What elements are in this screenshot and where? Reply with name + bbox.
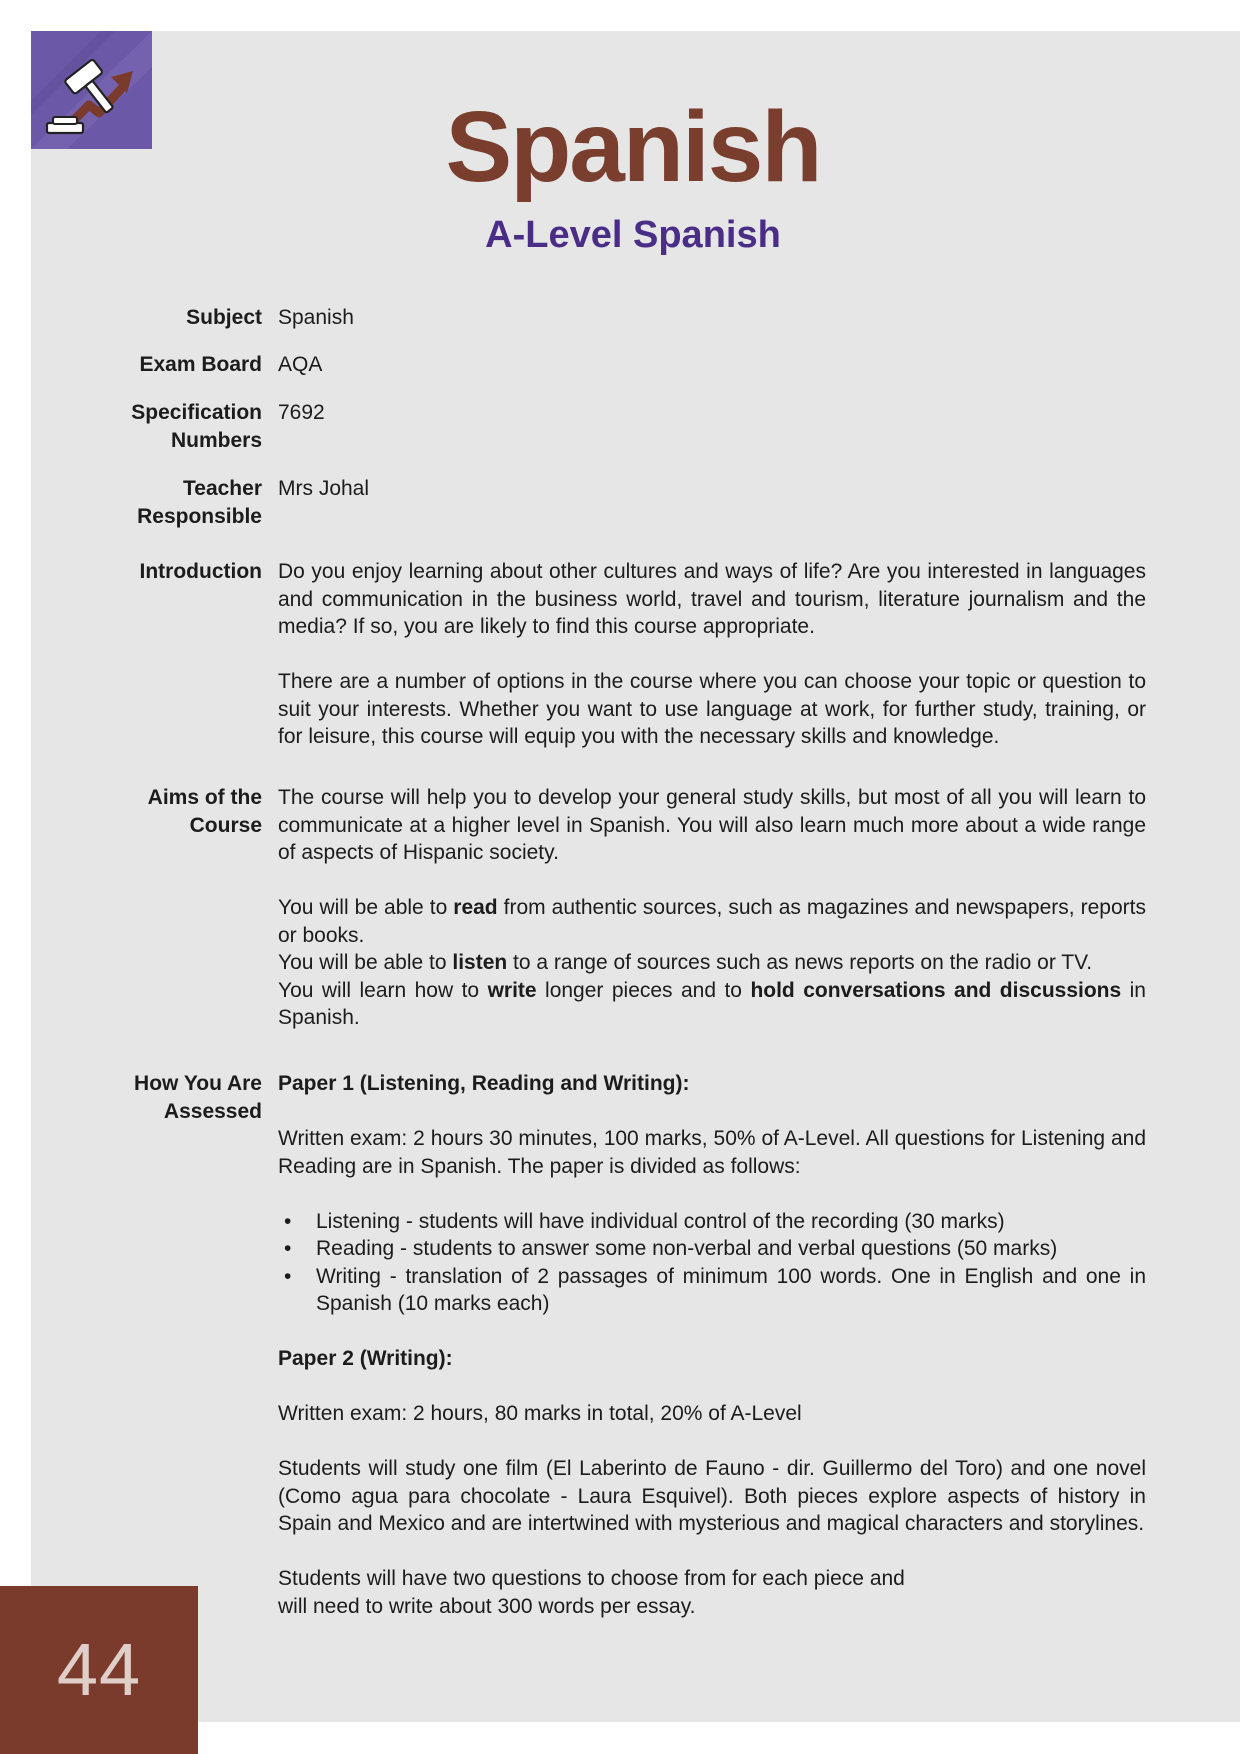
section-label: How You Are Assessed [134,1072,262,1123]
course-details [112,304,1146,1620]
detail-value: Mrs Johal [278,477,370,500]
section-body [278,558,1146,751]
page-subtitle: A-Level Spanish [485,214,781,256]
emphasis: read [453,896,498,919]
detail-label: Subject [186,306,262,329]
section-body [278,1070,1146,1620]
closing-line: Students will have two questions to choose from for each piece and [278,1567,905,1590]
page-title: Spanish [445,91,821,203]
page-number: 44 [56,1628,142,1711]
paper1-breakdown-list [278,1208,1146,1318]
section-introduction [112,558,1146,751]
skill-line [278,894,1146,949]
detail-value: AQA [278,353,323,376]
text: in Spanish. [278,978,1146,1029]
text: to a range of sources such as news reports on the radio or TV. [507,951,1093,974]
text: You will learn how to [278,978,488,1002]
paper2-description: Written exam: 2 hours, 80 marks in total, 20% of A-Level [278,1402,802,1425]
detail-value: 7692 [278,401,325,424]
paragraph: Do you enjoy learning about other cultures and ways of life? Are you interested in languages and communication in the business world, travel and tourism, literature journalism and the media? If so, you are likely to find this course appropriate. [278,560,1146,638]
emphasis: listen [452,951,508,974]
text: from authentic sources, such as magazines and newspapers, reports or books. [278,896,1146,947]
emphasis: write [487,978,537,1002]
paper2-closing [278,1565,1146,1620]
paragraph: The course will help you to develop your general study skills, but most of all you will learn to communicate at a higher level in Spanish. You will also learn much more about a wide range of aspects of Hispanic society. [278,786,1146,864]
page-number-tab [0,1586,198,1754]
paper2-heading: Paper 2 (Writing): [278,1347,453,1370]
text: longer pieces and to [536,978,751,1002]
section-label: Introduction [139,560,262,583]
detail-label: Specification Numbers [131,401,262,452]
skill-line [278,949,1146,977]
detail-value: Spanish [278,306,354,329]
emphasis: hold conversations and discussions [750,978,1122,1002]
detail-row-specification [112,399,1146,454]
section-assessment [112,1070,1146,1620]
gavel-arrow-icon [31,31,152,149]
detail-row-subject [112,304,1146,332]
paper1-description: Written exam: 2 hours 30 minutes, 100 marks, 50% of A-Level. All questions for Listening and Reading are in Spanish. The paper is divided as follows: [278,1127,1146,1178]
text: You will be able to [278,896,454,919]
section-label: Aims of the Course [147,786,262,837]
paper2-study-text: Students will study one film (El Laberinto de Fauno - dir. Guillermo del Toro) and one novel (Como agua para chocolate - Laura Esquivel). Both pieces explore aspects of history in Spain and Mexico and are intertwined with mysterious and magical characters and storylines. [278,1457,1146,1535]
skills-list [278,894,1146,1032]
detail-row-teacher [112,475,1146,530]
section-body [278,784,1146,1032]
closing-line: will need to write about 300 words per essay. [278,1594,696,1618]
list-item: • Listening - students will have individual control of the recording (30 marks) [278,1208,1146,1236]
list-item: • Writing - translation of 2 passages of minimum 100 words. One in English and one in Spanish (10 marks each) [278,1263,1146,1318]
text: You will be able to [278,951,453,974]
detail-row-exam-board [112,351,1146,379]
paper1-heading: Paper 1 (Listening, Reading and Writing): [278,1072,690,1095]
paragraph: There are a number of options in the course where you can choose your topic or question to suit your interests. Whether you want to use language at work, for further study, training, or for leisure, this course will equip you with the necessary skills and knowledge. [278,670,1146,748]
section-aims [112,784,1146,1032]
skill-line [278,977,1146,1032]
detail-label: Teacher Responsible [137,477,262,528]
detail-label: Exam Board [139,353,262,376]
logo [31,31,152,149]
list-item: • Reading - students to answer some non-verbal and verbal questions (50 marks) [278,1235,1146,1263]
